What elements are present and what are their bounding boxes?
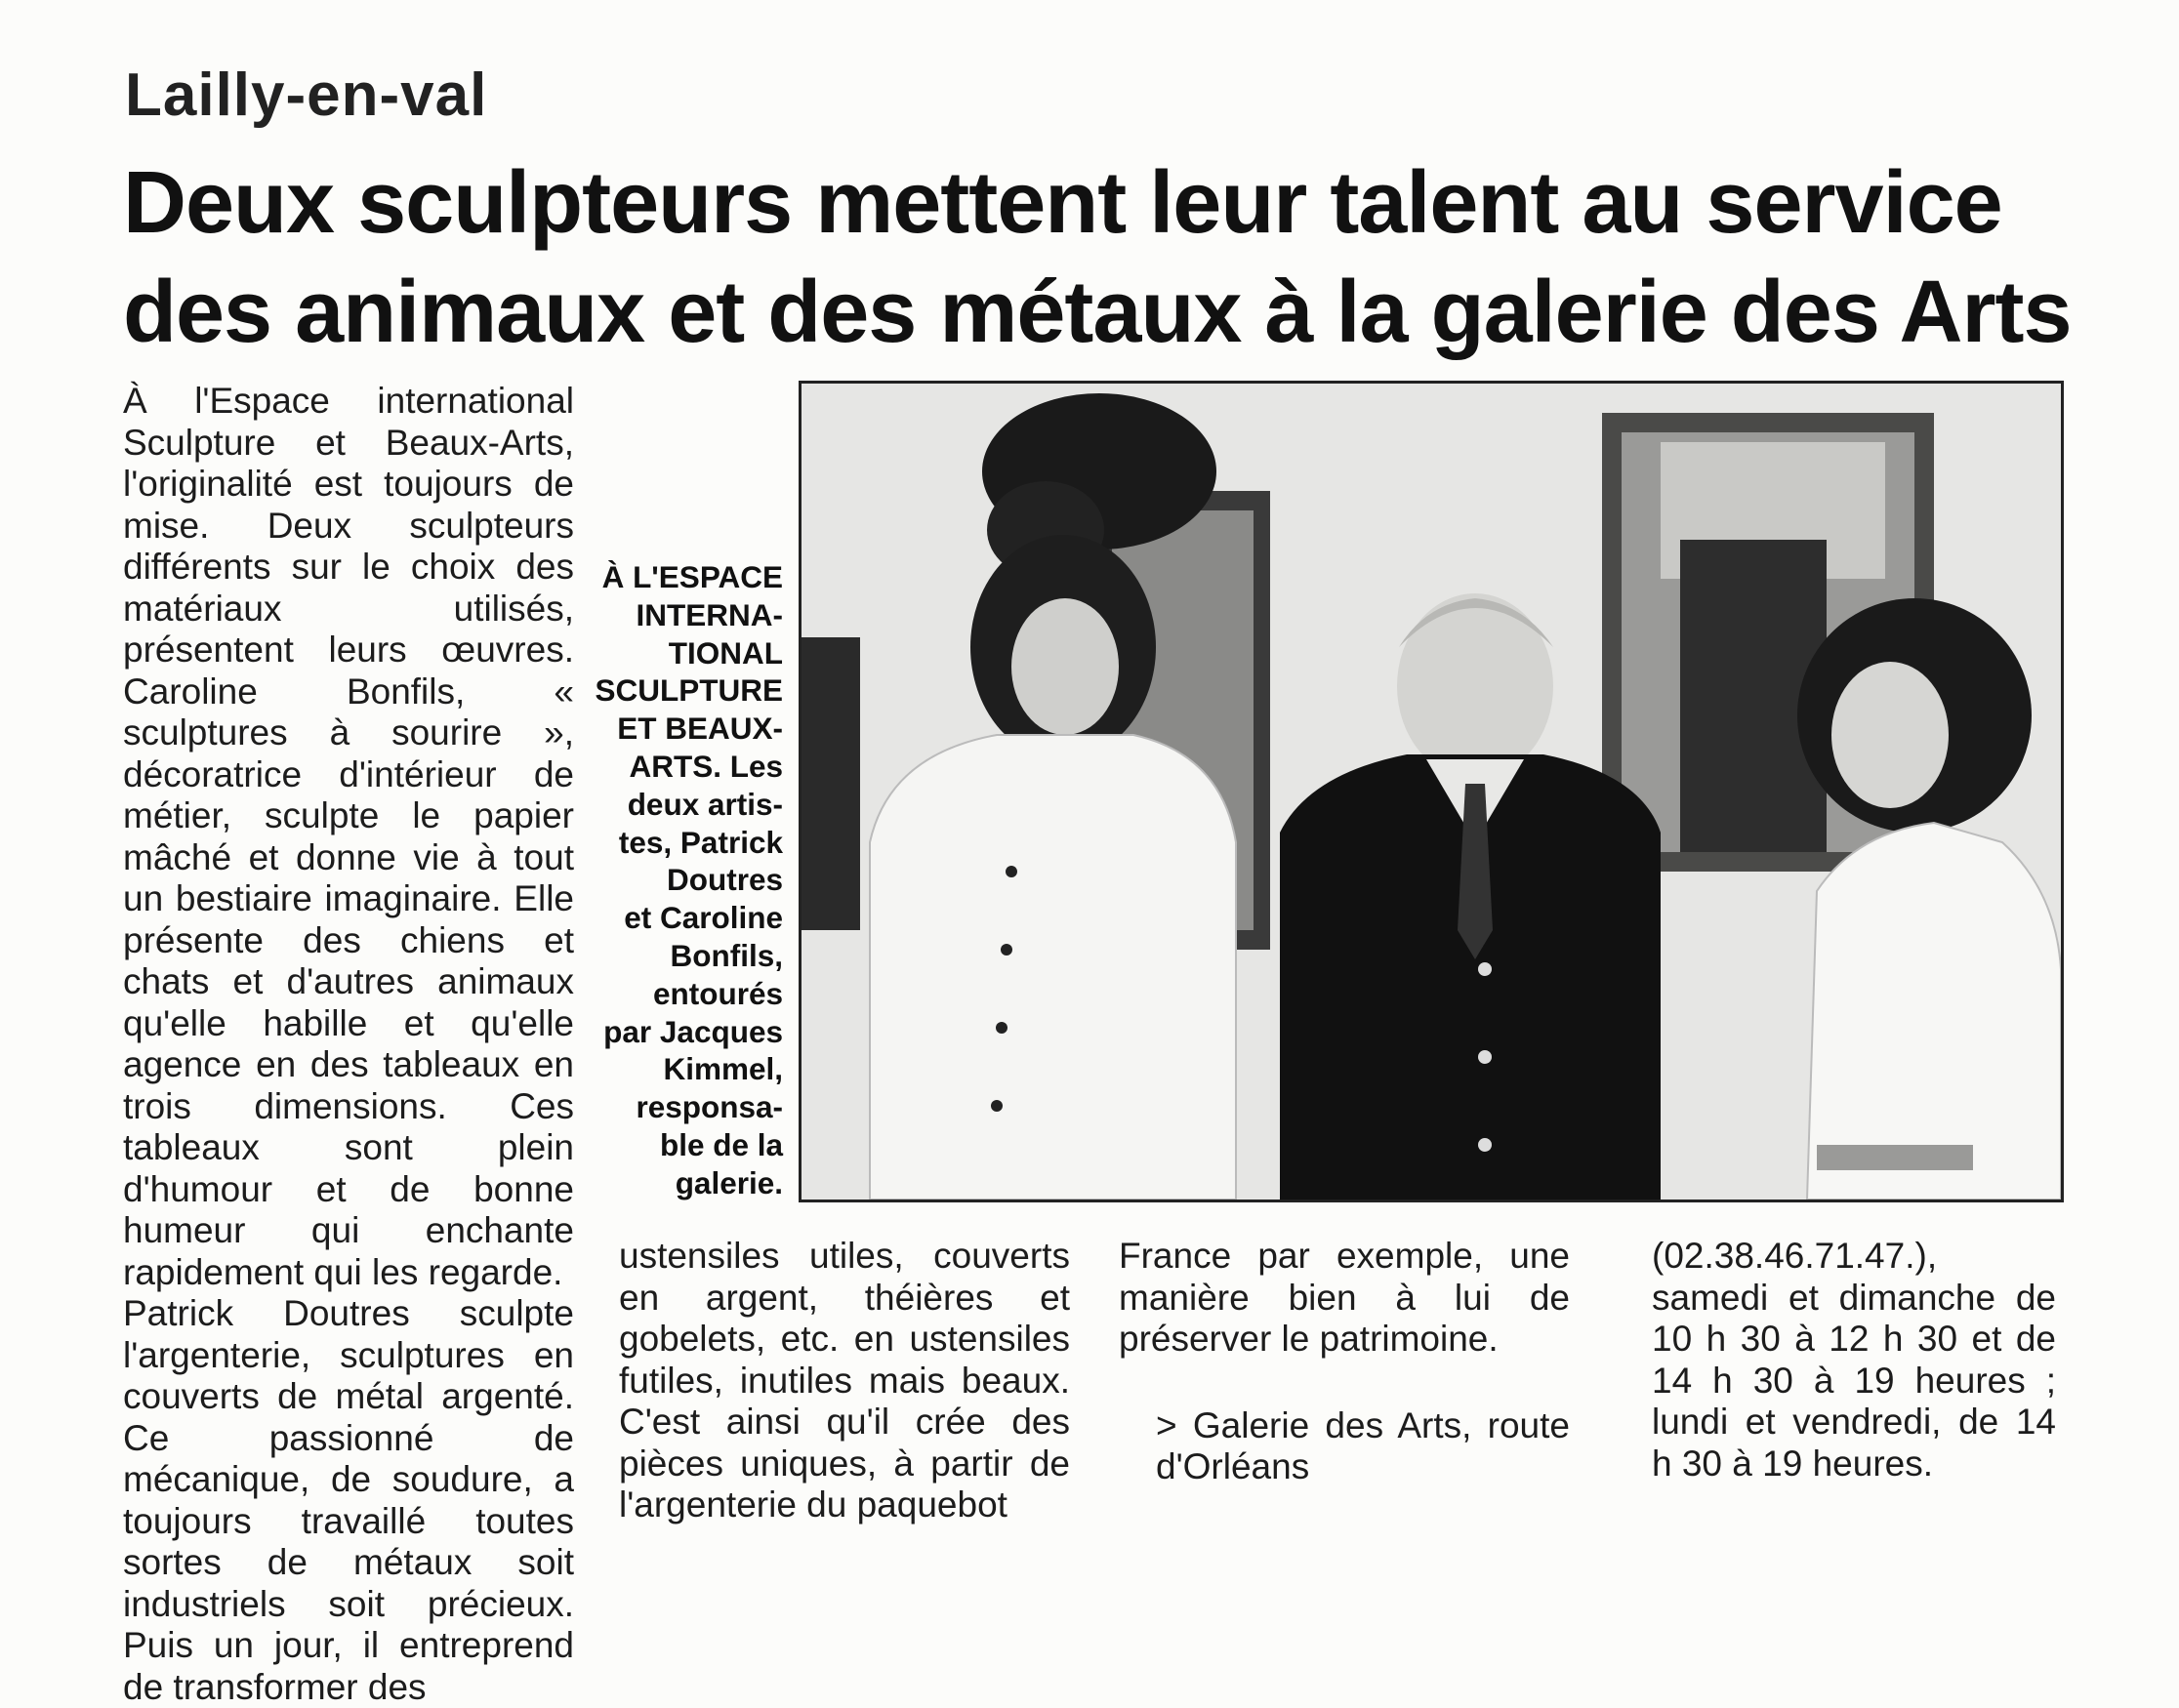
caption-line: ble de la [659,1126,783,1162]
caption-line: Doutres [666,862,783,898]
col1-paragraph-1: À l'Espace international Sculpture et Beaux-Arts, l'originalité est toujours de mise. Deux sculpteurs différents sur le choix des matériaux utilisés, présentent leurs œuvres. Caroline Bonfils, « sculptures à sourire », décoratrice d'intérieur de métier, sculpte le papier mâché et donne vie à tout un bestiaire imaginaire. Elle présente des chiens et chats et d'autres animaux qu'elle habille et qu'elle agence en des tableaux en trois dimensions. Ces tableaux sont plein d'humour et de bonne humeur qui enchante rapidement qui les regarde. [123,381,574,1292]
caption-line: par Jacques [603,1013,783,1049]
woman-left-jacket [870,735,1236,1200]
suit-button [1478,962,1492,976]
caption-line: À L'ESPACE [601,559,783,594]
caption-line: ARTS. Les [629,748,783,784]
caption-line: deux artis- [627,786,783,822]
col4-opening-hours: (02.38.46.71.47.), samedi et dimanche de 10 h 30 à 12 h 30 et de 14 h 30 à 19 heures ; lundi et vendredi, de 14 h 30 à 19 heures. [1652,1236,2056,1484]
article-kicker: Lailly-en-val [125,61,488,129]
woman-right-blouse [1807,823,2061,1200]
text-column-3 [1119,1236,1570,1488]
col1-paragraph-2: Patrick Doutres sculpte l'argenterie, sculptures en couverts de métal argenté. Ce passionné de mécanique, de soudure, a toujours travaillé toutes sortes de métaux soit industriels soit précieux. Puis un jour, il entreprend de transformer des [123,1293,574,1707]
caption-line: entourés [652,975,783,1011]
gallery-address: > Galerie des Arts, route d'Orléans [1156,1404,1570,1486]
woman-right-face [1831,662,1949,808]
article-headline [123,148,2076,367]
woman-right-bracelet [1817,1145,1973,1170]
text-column-4 [1652,1236,2056,1484]
jacket-button [1006,866,1017,877]
caption-line: et Caroline [624,900,783,936]
caption-line: Kimmel, [663,1051,783,1087]
jacket-button [991,1100,1003,1112]
caption-line: galerie. [675,1164,783,1200]
caption-line: SCULPTURE [595,672,783,709]
jacket-button [996,1022,1007,1034]
jacket-button [1001,944,1012,956]
caption-line: tes, Patrick [618,824,783,860]
caption-line: ET BEAUX- [617,711,783,747]
photo-illustration [802,384,2061,1200]
caption-line: Bonfils, [670,937,783,973]
woman-left-face [1011,598,1119,735]
suit-button [1478,1138,1492,1152]
caption-line: responsa- [636,1089,783,1125]
col2-paragraph: ustensiles utiles, couverts en argent, théières et gobelets, etc. en ustensiles futiles, inutiles mais beaux. C'est ainsi qu'il crée des pièces uniques, à partir de l'argenterie du paquebot [619,1236,1070,1525]
text-column-1 [123,381,574,1708]
photo-left-dark-panel [802,637,860,930]
headline-line-1: Deux sculpteurs mettent leur talent au service [123,154,2002,252]
text-column-2 [619,1236,1070,1526]
suit-button [1478,1050,1492,1064]
article-photo [799,381,2064,1202]
photo-caption [588,558,783,1202]
caption-line: INTERNA- [636,596,783,632]
headline-line-2: des animaux et des métaux à la galerie des Arts [123,264,2072,361]
col3-paragraph: France par exemple, une manière bien à lui de préserver le patrimoine. [1119,1236,1570,1359]
caption-line: TIONAL [668,634,783,671]
